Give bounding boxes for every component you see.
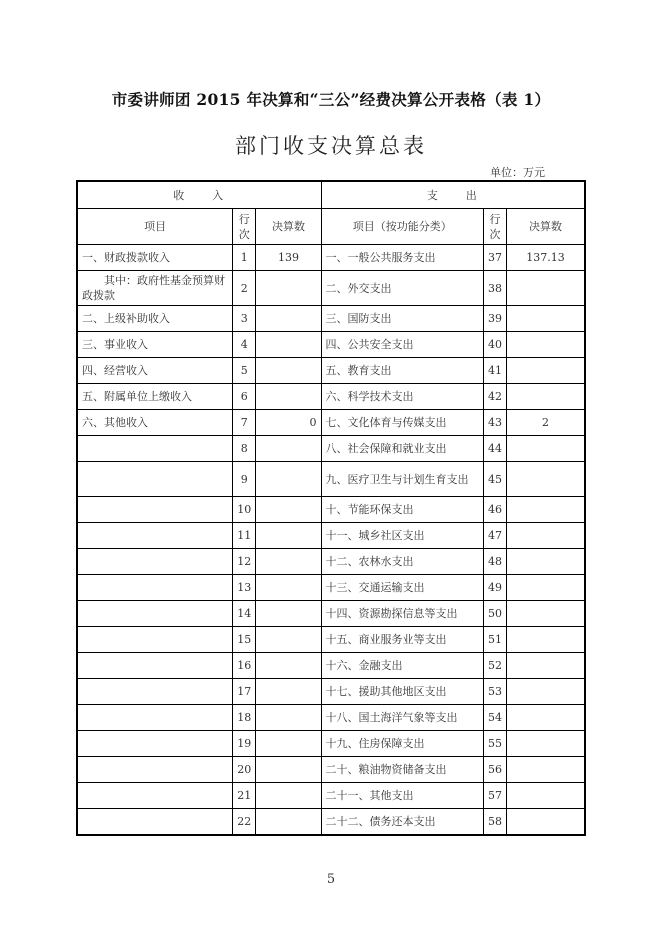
table-row	[77, 271, 585, 306]
table-row	[77, 601, 585, 627]
expense-amount-cell	[507, 731, 585, 757]
expense-item-cell: 十六、金融支出	[321, 653, 483, 679]
table-row	[77, 705, 585, 731]
income-line-cell: 20	[233, 757, 256, 783]
expense-amount-cell	[507, 783, 585, 809]
income-line-cell: 19	[233, 731, 256, 757]
document-title: 市委讲师团 2015 年决算和“三公”经费决算公开表格（表 1）	[111, 90, 551, 109]
expense-amount-cell	[507, 809, 585, 836]
expense-line-cell: 40	[483, 332, 506, 358]
page-number: 5	[326, 872, 336, 887]
table-row	[77, 653, 585, 679]
income-amount-cell	[256, 601, 321, 627]
income-amount-cell: 139	[256, 245, 321, 271]
expense-item-cell: 十三、交通运输支出	[321, 575, 483, 601]
expense-item-cell: 四、公共安全支出	[321, 332, 483, 358]
income-item-cell	[77, 679, 233, 705]
table-row	[77, 332, 585, 358]
expense-amount-header: 决算数	[507, 209, 585, 245]
expense-line-cell: 38	[483, 271, 506, 306]
income-amount-cell	[256, 731, 321, 757]
income-item-cell: 一、财政拨款收入	[77, 245, 233, 271]
table-title: 部门收支决算总表	[235, 134, 427, 158]
income-line-cell: 17	[233, 679, 256, 705]
expense-amount-cell	[507, 679, 585, 705]
income-item-cell	[77, 809, 233, 836]
expense-item-cell: 一、一般公共服务支出	[321, 245, 483, 271]
income-line-cell: 9	[233, 462, 256, 497]
expense-amount-cell	[507, 523, 585, 549]
expense-line-cell: 37	[483, 245, 506, 271]
expense-line-cell: 55	[483, 731, 506, 757]
expense-line-cell: 45	[483, 462, 506, 497]
table-row	[77, 757, 585, 783]
income-amount-cell	[256, 705, 321, 731]
table-row	[77, 306, 585, 332]
expense-item-cell: 十八、国土海洋气象等支出	[321, 705, 483, 731]
table-row	[77, 627, 585, 653]
income-item-cell: 二、上级补助收入	[77, 306, 233, 332]
income-amount-cell	[256, 809, 321, 836]
table-row	[77, 783, 585, 809]
income-item-cell	[77, 757, 233, 783]
expense-amount-cell: 137.13	[507, 245, 585, 271]
income-amount-cell	[256, 549, 321, 575]
income-amount-cell	[256, 783, 321, 809]
income-item-cell: 六、其他收入	[77, 410, 233, 436]
income-line-cell: 5	[233, 358, 256, 384]
expense-line-cell: 46	[483, 497, 506, 523]
expense-amount-cell	[507, 575, 585, 601]
expense-line-cell: 42	[483, 384, 506, 410]
expense-amount-cell	[507, 757, 585, 783]
income-amount-cell	[256, 627, 321, 653]
income-item-cell: 五、附属单位上缴收入	[77, 384, 233, 410]
income-item-label: 其中：政府性基金预算财政拨款	[82, 274, 225, 302]
expense-line-cell: 43	[483, 410, 506, 436]
table-row	[77, 462, 585, 497]
expense-line-cell: 50	[483, 601, 506, 627]
income-line-cell: 4	[233, 332, 256, 358]
table-row	[77, 679, 585, 705]
income-amount-cell	[256, 575, 321, 601]
expense-line-cell: 47	[483, 523, 506, 549]
expense-amount-cell	[507, 627, 585, 653]
table-row	[77, 549, 585, 575]
income-amount-cell	[256, 679, 321, 705]
expense-item-header: 项目（按功能分类）	[321, 209, 483, 245]
income-item-cell	[77, 705, 233, 731]
table-row	[77, 384, 585, 410]
expense-line-cell: 48	[483, 549, 506, 575]
revenue-expenditure-table	[76, 180, 586, 836]
income-line-cell: 7	[233, 410, 256, 436]
expense-item-cell: 二十一、其他支出	[321, 783, 483, 809]
table-row	[77, 358, 585, 384]
expense-amount-cell	[507, 601, 585, 627]
expense-line-cell: 41	[483, 358, 506, 384]
table-row	[77, 575, 585, 601]
income-item-cell	[77, 436, 233, 462]
expense-line-cell: 54	[483, 705, 506, 731]
expense-amount-cell	[507, 705, 585, 731]
income-item-header: 项目	[77, 209, 233, 245]
income-amount-cell	[256, 384, 321, 410]
income-line-cell: 12	[233, 549, 256, 575]
expense-line-cell: 52	[483, 653, 506, 679]
expense-item-cell: 十、节能环保支出	[321, 497, 483, 523]
income-line-cell: 2	[233, 271, 256, 306]
income-item-cell	[77, 497, 233, 523]
table-row	[77, 410, 585, 436]
expense-amount-cell	[507, 271, 585, 306]
income-amount-cell	[256, 306, 321, 332]
income-item-cell	[77, 783, 233, 809]
expense-amount-cell	[507, 306, 585, 332]
table-row	[77, 809, 585, 836]
expense-amount-cell	[507, 653, 585, 679]
income-line-cell: 14	[233, 601, 256, 627]
expense-item-cell: 二十、粮油物资储备支出	[321, 757, 483, 783]
expense-amount-cell	[507, 462, 585, 497]
expense-line-header: 行次	[483, 209, 506, 245]
unit-label: 单位：万元	[490, 166, 545, 179]
expense-amount-cell	[507, 332, 585, 358]
income-amount-cell	[256, 271, 321, 306]
expense-line-cell: 51	[483, 627, 506, 653]
income-section-header: 收 入	[77, 181, 321, 209]
income-amount-cell	[256, 462, 321, 497]
expense-amount-cell	[507, 549, 585, 575]
income-line-cell: 10	[233, 497, 256, 523]
income-line-cell: 16	[233, 653, 256, 679]
expense-line-cell: 56	[483, 757, 506, 783]
income-line-cell: 3	[233, 306, 256, 332]
income-amount-cell	[256, 497, 321, 523]
income-line-cell: 11	[233, 523, 256, 549]
table-row	[77, 731, 585, 757]
income-line-cell: 21	[233, 783, 256, 809]
expense-amount-cell: 2	[507, 410, 585, 436]
table-row	[77, 436, 585, 462]
expense-item-cell: 六、科学技术支出	[321, 384, 483, 410]
expense-item-cell: 七、文化体育与传媒支出	[321, 410, 483, 436]
income-item-cell	[77, 462, 233, 497]
expense-amount-cell	[507, 497, 585, 523]
expense-line-cell: 57	[483, 783, 506, 809]
expense-item-cell: 八、社会保障和就业支出	[321, 436, 483, 462]
expense-line-cell: 58	[483, 809, 506, 836]
section-header-row	[77, 181, 585, 209]
expense-amount-cell	[507, 384, 585, 410]
income-line-cell: 15	[233, 627, 256, 653]
income-line-cell: 8	[233, 436, 256, 462]
expense-line-cell: 53	[483, 679, 506, 705]
expense-item-cell: 五、教育支出	[321, 358, 483, 384]
table-row	[77, 245, 585, 271]
income-amount-cell	[256, 757, 321, 783]
income-amount-cell	[256, 358, 321, 384]
income-item-cell	[77, 523, 233, 549]
table-row	[77, 523, 585, 549]
income-item-cell	[77, 731, 233, 757]
expense-amount-cell	[507, 436, 585, 462]
income-amount-cell	[256, 436, 321, 462]
income-line-header: 行次	[233, 209, 256, 245]
income-item-cell	[77, 627, 233, 653]
expense-item-cell: 九、医疗卫生与计划生育支出	[321, 462, 483, 497]
income-amount-cell	[256, 653, 321, 679]
expense-section-header: 支 出	[321, 181, 585, 209]
income-item-cell: 三、事业收入	[77, 332, 233, 358]
income-amount-cell	[256, 332, 321, 358]
expense-amount-cell	[507, 358, 585, 384]
expense-item-cell: 二、外交支出	[321, 271, 483, 306]
expense-line-cell: 44	[483, 436, 506, 462]
expense-line-cell: 49	[483, 575, 506, 601]
income-line-cell: 22	[233, 809, 256, 836]
expense-item-cell: 十九、住房保障支出	[321, 731, 483, 757]
expense-item-cell: 二十二、债务还本支出	[321, 809, 483, 836]
income-item-cell	[77, 271, 233, 306]
income-amount-cell: 0	[256, 410, 321, 436]
expense-item-cell: 十五、商业服务业等支出	[321, 627, 483, 653]
expense-item-cell: 十四、资源勘探信息等支出	[321, 601, 483, 627]
income-item-cell	[77, 601, 233, 627]
column-header-row	[77, 209, 585, 245]
table-row	[77, 497, 585, 523]
income-item-cell	[77, 549, 233, 575]
income-item-cell	[77, 575, 233, 601]
expense-item-cell: 十七、援助其他地区支出	[321, 679, 483, 705]
expense-item-cell: 十一、城乡社区支出	[321, 523, 483, 549]
income-amount-header: 决算数	[256, 209, 321, 245]
expense-line-cell: 39	[483, 306, 506, 332]
expense-item-cell: 十二、农林水支出	[321, 549, 483, 575]
income-line-cell: 6	[233, 384, 256, 410]
income-line-cell: 1	[233, 245, 256, 271]
income-line-cell: 18	[233, 705, 256, 731]
income-item-cell	[77, 653, 233, 679]
income-amount-cell	[256, 523, 321, 549]
income-item-cell: 四、经营收入	[77, 358, 233, 384]
income-line-cell: 13	[233, 575, 256, 601]
expense-item-cell: 三、国防支出	[321, 306, 483, 332]
